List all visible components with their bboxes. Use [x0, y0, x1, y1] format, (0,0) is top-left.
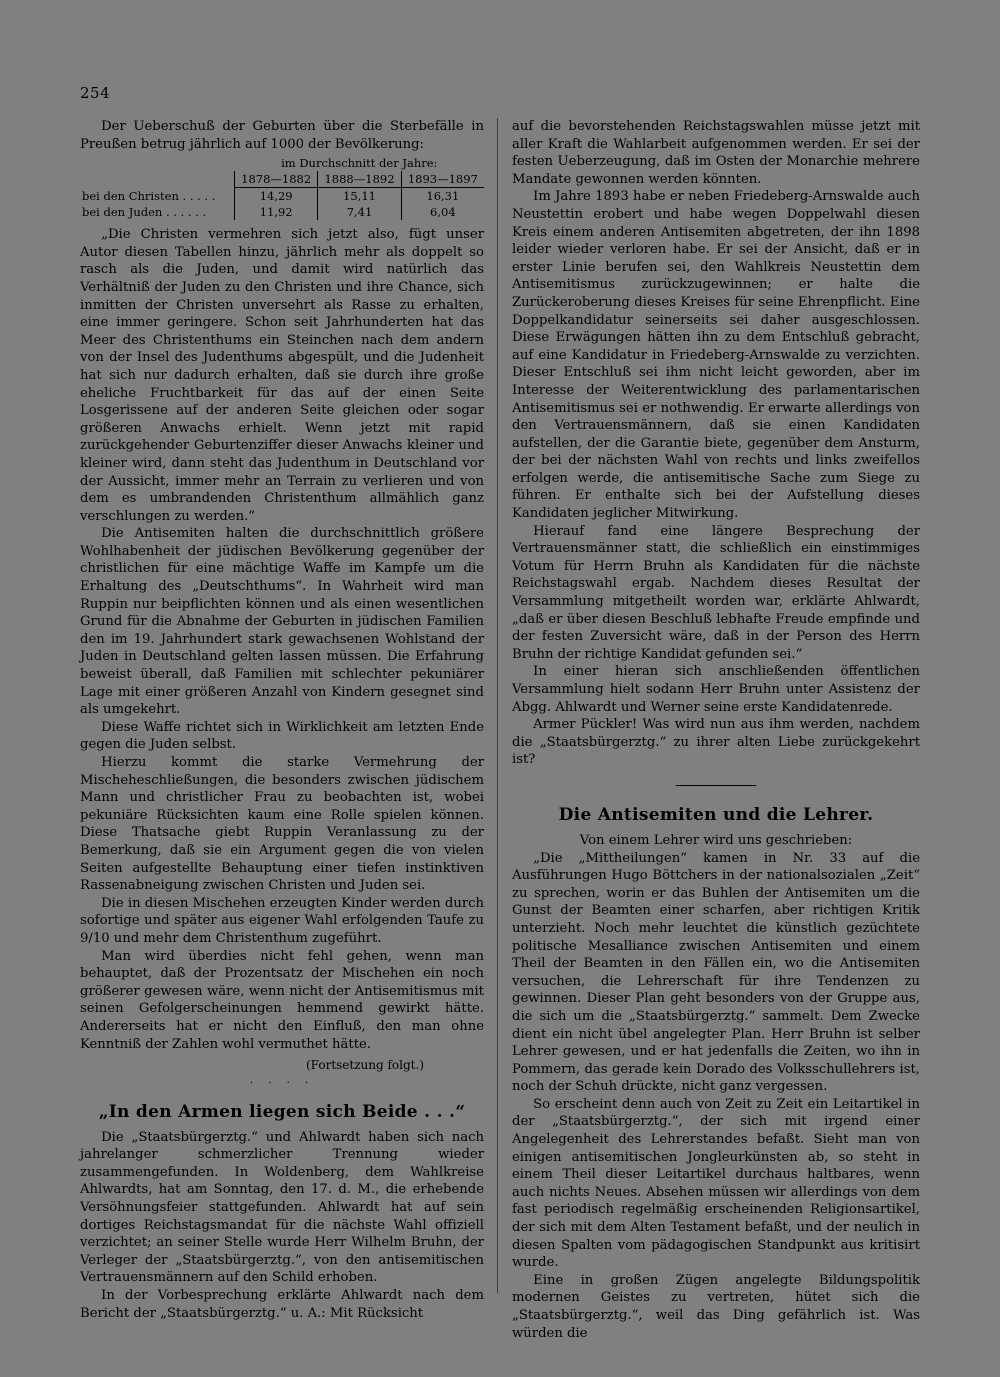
row-label: bei den Juden . . . . . .	[82, 205, 207, 220]
right-column	[512, 118, 920, 1342]
table-cell: 14,29	[235, 188, 318, 205]
body-paragraph: „Die Christen vermehren sich jetzt also, fügt unser Autor diesen Tabellen hinzu, jährlich mehr als doppelt so rasch als die Juden, und damit wird natürlich das Verhältniß der Juden zu den Christen und ihre Chance, sich inmitten der Christen unversehrt als Rasse zu erhalten, eine immer geringere. Schon seit Jahrhunderten hat das Meer des Christenthums ein Steinchen nach dem andern von der Insel des Judenthums abgespült, und die Judenheit hat sich nur dadurch erhalten, daß sie durch ihre große eheliche Fruchtbarkeit für das auf der einen Seite Losgerissene auf der anderen Seite gleichen oder sogar größeren Anwachs erhielt. Wenn jetzt mit rapid zurückgehender Geburtenziffer dieser Anwachs kleiner und kleiner wird, dann steht das Judenthum in Deutschland vor der Aussicht, immer mehr an Terrain zu verlieren und von dem es umbrandenden Christenthum allmählich ganz verschlungen zu werden.“	[80, 227, 484, 524]
row-label: bei den Christen . . . . .	[82, 188, 216, 203]
table-caption: im Durchschnitt der Jahre:	[281, 156, 438, 171]
table-header: 1878—1882	[235, 171, 318, 188]
section-separator: · · · ·	[249, 1077, 315, 1089]
article-title: Die Antisemiten und die Lehrer.	[558, 804, 874, 825]
section-rule	[676, 785, 756, 786]
table-row	[80, 188, 484, 205]
body-paragraph: Diese Waffe richtet sich in Wirklichkeit am letzten Ende gegen die Juden selbst.	[80, 719, 484, 753]
table-label-spacer	[80, 171, 235, 188]
left-column	[80, 118, 484, 1322]
body-paragraph: Man wird überdies nicht fehl gehen, wenn man behauptet, daß der Prozentsatz der Mischehen ein noch größerer gewesen wäre, wenn nicht der Antisemitismus mit seinen Gefolgerscheinungen hemmend gewirkt hätte. Andererseits hat er nicht den Einfluß, den man ohne Kenntniß der Zahlen wohl vermuthet hätte.	[80, 948, 484, 1052]
body-paragraph: Eine in großen Zügen angelegte Bildungspolitik modernen Geistes zu vertreten, hütet sich die „Staatsbürgerztg.“, weil das Ding gefährlich ist. Was würden die	[512, 1272, 920, 1341]
article-title: „In den Armen liegen sich Beide . . .“	[98, 1101, 466, 1122]
body-paragraph: Hierzu kommt die starke Vermehrung der Mischeheschließungen, die besonders zwischen jüdischem Mann und christlicher Frau zu beobachten ist, wobei pekuniäre Rücksichten kaum eine Rolle spielen können. Diese Thatsache giebt Ruppin Veranlassung zu der Bemerkung, daß sie ein Argument gegen die von vielen Seiten aufgestellte Behauptung einer tiefen instinktiven Rassenabneigung zwischen Christen und Juden sei.	[80, 755, 484, 894]
body-paragraph: Hierauf fand eine längere Besprechung der Vertrauensmänner statt, die schließlich ein einstimmiges Votum für Herrn Bruhn als Kandidaten für die nächste Reichstagswahl ergab. Nachdem dieses Resultat der Versammlung mitgetheilt worden war, erklärte Ahlwardt, „daß er über diesen Beschluß lebhafte Freude empfinde und der festen Zuversicht wäre, daß in der Person des Herrn Bruhn der richtige Kandidat gefunden sei.“	[512, 523, 920, 662]
body-paragraph: In der Vorbesprechung erklärte Ahlwardt nach dem Bericht der „Staatsbürgerztg.“ u. A.: Mit Rücksicht	[80, 1288, 484, 1321]
table-header: 1888—1892	[318, 171, 401, 188]
page-number: 254	[80, 84, 111, 102]
table-cell: 6,04	[401, 204, 484, 220]
table-label-spacer	[80, 155, 235, 171]
column-divider	[497, 118, 498, 1293]
body-paragraph: Armer Pückler! Was wird nun aus ihm werden, nachdem die „Staatsbürgerztg.“ zu ihrer alten Liebe zurückgekehrt ist?	[512, 717, 920, 768]
body-paragraph: Die Antisemiten halten die durchschnittlich größere Wohlhabenheit der jüdischen Bevölkerung gegenüber der christlichen für eine mächtige Waffe im Kampfe um die Erhaltung des „Deutschthums“. In Wahrheit wird man Ruppin nur beipflichten können und als einen wesentlichen Grund für die Abnahme der Geburten in jüdischen Familien den im 19. Jahrhundert stark gewachsenen Wohlstand der Juden in Deutschland gelten lassen müssen. Die Erfahrung beweist überall, daß Familien mit schlechter pekuniärer Lage mit einer größeren Anzahl von Kindern gesegnet sind als umgekehrt.	[80, 526, 484, 718]
body-paragraph: Die in diesen Mischehen erzeugten Kinder werden durch sofortige und später aus eigener Wahl erfolgenden Taufe zu 9/10 und mehr dem Christenthum zugeführt.	[80, 895, 485, 946]
table-header: 1893—1897	[401, 171, 484, 188]
table-cell: 15,11	[318, 188, 401, 205]
statistics-intro: Der Ueberschuß der Geburten über die Sterbefälle in Preußen betrug jährlich auf 1000 der Bevölkerung:	[80, 119, 484, 152]
body-paragraph: auf die bevorstehenden Reichstagswahlen müsse jetzt mit aller Kraft die Wahlarbeit aufgenommen werden. Er sei der festen Ueberzeugung, daß im Osten der Monarchie mehrere Mandate gewonnen werden könnten.	[512, 119, 920, 187]
table-cell: 11,92	[235, 204, 318, 220]
table-cell: 7,41	[318, 204, 401, 220]
table-cell: 16,31	[401, 188, 484, 205]
table-row	[80, 204, 484, 220]
body-paragraph: Im Jahre 1893 habe er neben Friedeberg-Arnswalde auch Neustettin erobert und habe wegen Doppelwahl diesen Kreis einem anderen Antisemiten abgetreten, der ihn 1898 leider wieder verloren habe. Er sei der Ansicht, daß er in erster Linie berufen sei, den Wahlkreis Neustettin dem Antisemitismus zurückzugewinnen; er halte die Zurückeroberung dieses Kreises für seine Ehrenpflicht. Eine Doppelkandidatur seinerseits sei daher ausgeschlossen. Diese Erwägungen hätten ihn zu dem Entschluß gebracht, auf eine Kandidatur in Friedeberg-Arnswalde zu verzichten. Dieser Entschluß sei ihm nicht leicht geworden, aber im Interesse der Weiterentwicklung des parlamentarischen Antisemitismus sei er nothwendig. Er erwarte allerdings von den Vertrauensmännern, daß sie einen Kandidaten aufstellen, der die Garantie biete, gegenüber dem Ansturm, der bei der nächsten Wahl von rechts und links zweifellos erfolgen werde, die antisemitische Sache zum Siege zu führen. Er enthalte sich bei der Aufstellung dieses Kandidaten jeglicher Mitwirkung.	[512, 189, 920, 522]
continuation-note: (Fortsetzung folgt.)	[306, 1058, 424, 1073]
article-byline: Von einem Lehrer wird uns geschrieben:	[579, 832, 853, 848]
body-paragraph: Die „Staatsbürgerztg.“ und Ahlwardt haben sich nach jahrelanger schmerzlicher Trennung wieder zusammengefunden. In Woldenberg, dem Wahlkreise Ahlwardts, hat am Sonntag, den 17. d. M., die erhebende Versöhnungsfeier stattgefunden. Ahlwardt hat auf sein dortiges Reichstagsmandat für die nächste Wahl offiziell verzichtet; an seiner Stelle wurde Herr Wilhelm Bruhn, der Verleger der „Staatsbürgerztg.“, von den antisemitischen Vertrauensmännern auf den Schild erhoben.	[80, 1129, 484, 1286]
birth-surplus-table	[80, 155, 484, 220]
body-paragraph: In einer hieran sich anschließenden öffentlichen Versammlung hielt sodann Herr Bruhn unter Assistenz der Abgg. Ahlwardt und Werner seine erste Kandidatenrede.	[512, 664, 920, 715]
body-paragraph: „Die „Mittheilungen“ kamen in Nr. 33 auf die Ausführungen Hugo Böttchers in der nationalsozialen „Zeit“ zu sprechen, worin er das Buhlen der Antisemiten um die Gunst der Beamten einer scharfen, aber richtigen Kritik unterzieht. Noch mehr leuchtet die künstlich gezüchtete politische Mesalliance zwischen Antisemiten und einem Theil der Beamten in den Fällen ein, wo die Antisemiten versuchen, die Lehrerschaft für ihre Tendenzen zu gewinnen. Dieser Plan geht besonders von der Gruppe aus, die sich um die „Staatsbürgerztg.“ sammelt. Dem Zwecke dient ein nicht übel angelegter Plan. Herr Bruhn ist selber Lehrer gewesen, und er hat jedenfalls die Zeiten, wo ihn in Pommern, das gerade kein Dorado des Volksschullehrers ist, noch der Schuh drückte, nicht ganz vergessen.	[512, 850, 920, 1095]
body-paragraph: So erscheint denn auch von Zeit zu Zeit ein Leitartikel in der „Staatsbürgerztg.“, der sich mit irgend einer Angelegenheit des Lehrerstandes befaßt. Sieht man von einigen antisemitischen Jongleurkünsten ab, so steht in einem Theil dieser Leitartikel durchaus haltbares, wenn auch nichts Neues. Absehen müssen wir allerdings von dem fast periodisch regelmäßig erscheinenden Religionsartikel, der sich mit dem Alten Testament befaßt, und der neulich in diesen Spalten vom pädagogischen Standpunkt aus kritisirt wurde.	[512, 1096, 920, 1271]
